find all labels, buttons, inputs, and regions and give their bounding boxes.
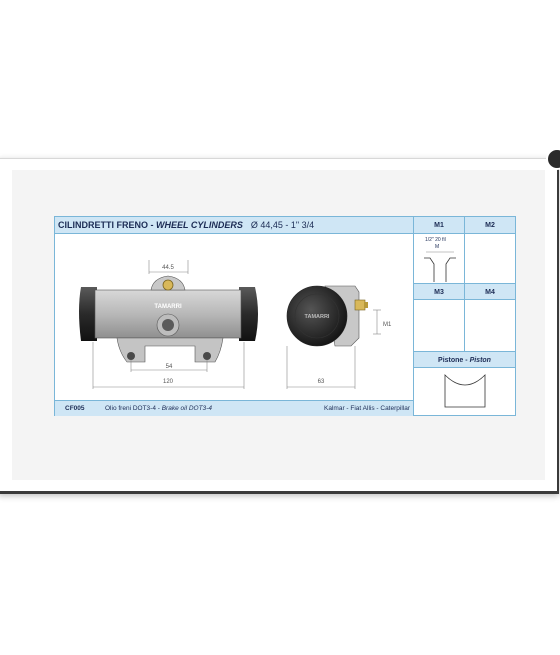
col-m1: M1 (414, 217, 464, 234)
applications: Kalmar - Fiat Allis - Caterpillar (324, 405, 410, 412)
dim-top-width: 44.5 (162, 265, 174, 271)
oil-spec (105, 401, 212, 417)
title-english: WHEEL CYLINDERS (156, 220, 243, 230)
brand-mark-front: TAMARRI (154, 304, 182, 310)
col-m4: M4 (464, 283, 515, 300)
piston-label (414, 351, 515, 368)
col-m3: M3 (414, 283, 464, 300)
dim-bolt-spacing: 54 (165, 364, 173, 370)
thread-sub: M (435, 244, 440, 250)
cylinder-drawing (55, 234, 413, 400)
thread-note: 1/2" 20 fil (425, 237, 446, 243)
piston-icon (442, 373, 488, 409)
dim-side-length: 63 (317, 379, 325, 385)
catalog-sheet (54, 216, 516, 416)
front-view (79, 260, 258, 389)
col-m2: M2 (464, 217, 515, 234)
dim-port: M1 (383, 322, 392, 328)
oil-english: Brake oil DOT3-4 (161, 405, 212, 412)
sheet-title (55, 217, 413, 234)
title-italian: CILINDRETTI FRENO - (58, 220, 156, 230)
oil-italian: Olio freni DOT3-4 (105, 405, 156, 412)
dim-overall-length: 120 (162, 379, 174, 385)
oil-separator: - (155, 405, 162, 412)
sheet-footer (55, 400, 413, 416)
thread-diagram (420, 250, 460, 284)
piston-italian: Pistone - (438, 357, 470, 364)
piston-english: Piston (469, 357, 491, 364)
side-view (287, 286, 392, 389)
title-diameter: Ø 44,45 - 1" 3/4 (250, 220, 315, 230)
part-code: CF005 (65, 405, 85, 412)
brand-mark-side: TAMARRI (304, 314, 330, 320)
thread-table (413, 217, 515, 415)
